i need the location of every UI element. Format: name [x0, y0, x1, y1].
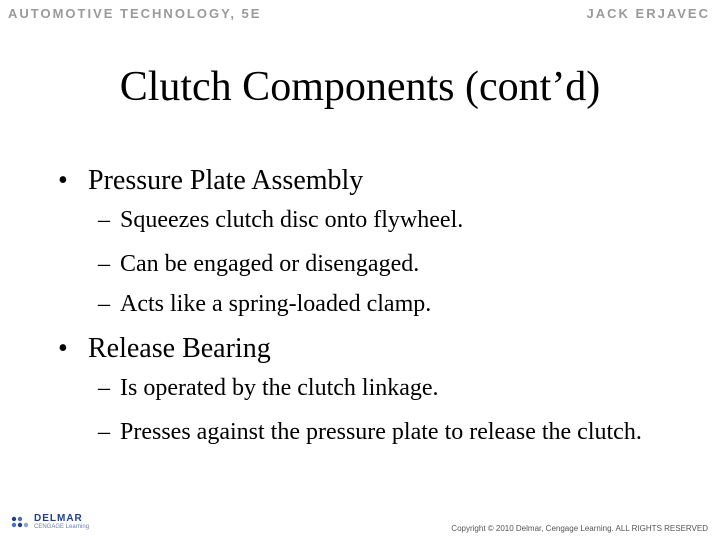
- copyright-notice: Copyright © 2010 Delmar, Cengage Learning. ALL RIGHTS RESERVED: [451, 524, 708, 533]
- logo-name: DELMAR: [34, 513, 83, 524]
- sub-bullet: [98, 246, 678, 282]
- sub-bullet: [98, 370, 678, 406]
- bullet-pressure-plate: [58, 164, 363, 198]
- sub-bullet-text: Squeezes clutch disc onto flywheel.: [120, 207, 464, 233]
- dash-marker: –: [98, 375, 110, 401]
- sub-bullet-text: Can be engaged or disengaged.: [120, 251, 420, 277]
- bullet-text: Pressure Plate Assembly: [88, 165, 364, 196]
- sub-bullet: [98, 286, 678, 322]
- dash-marker: –: [98, 291, 110, 317]
- dash-marker: –: [98, 419, 110, 445]
- sub-bullet: [98, 202, 678, 238]
- delmar-logo-icon: [10, 515, 30, 531]
- bullet-dot: •: [58, 333, 68, 364]
- logo-subtitle: CENGAGE Learning: [34, 524, 90, 530]
- slide-title: Clutch Components (cont’d): [119, 64, 601, 110]
- author-header: JACK ERJAVEC: [586, 6, 710, 21]
- sub-bullet: [98, 414, 658, 450]
- sub-bullet-text: Presses against the pressure plate to release the clutch.: [120, 419, 642, 445]
- bullet-release-bearing: [58, 332, 271, 366]
- bullet-text: Release Bearing: [88, 333, 271, 364]
- sub-bullet-text: Is operated by the clutch linkage.: [120, 375, 439, 401]
- dash-marker: –: [98, 251, 110, 277]
- bullet-dot: •: [58, 165, 68, 196]
- book-title-header: AUTOMOTIVE TECHNOLOGY, 5E: [8, 6, 262, 21]
- sub-bullet-text: Acts like a spring-loaded clamp.: [120, 291, 432, 317]
- dash-marker: –: [98, 207, 110, 233]
- publisher-logo: [10, 514, 89, 532]
